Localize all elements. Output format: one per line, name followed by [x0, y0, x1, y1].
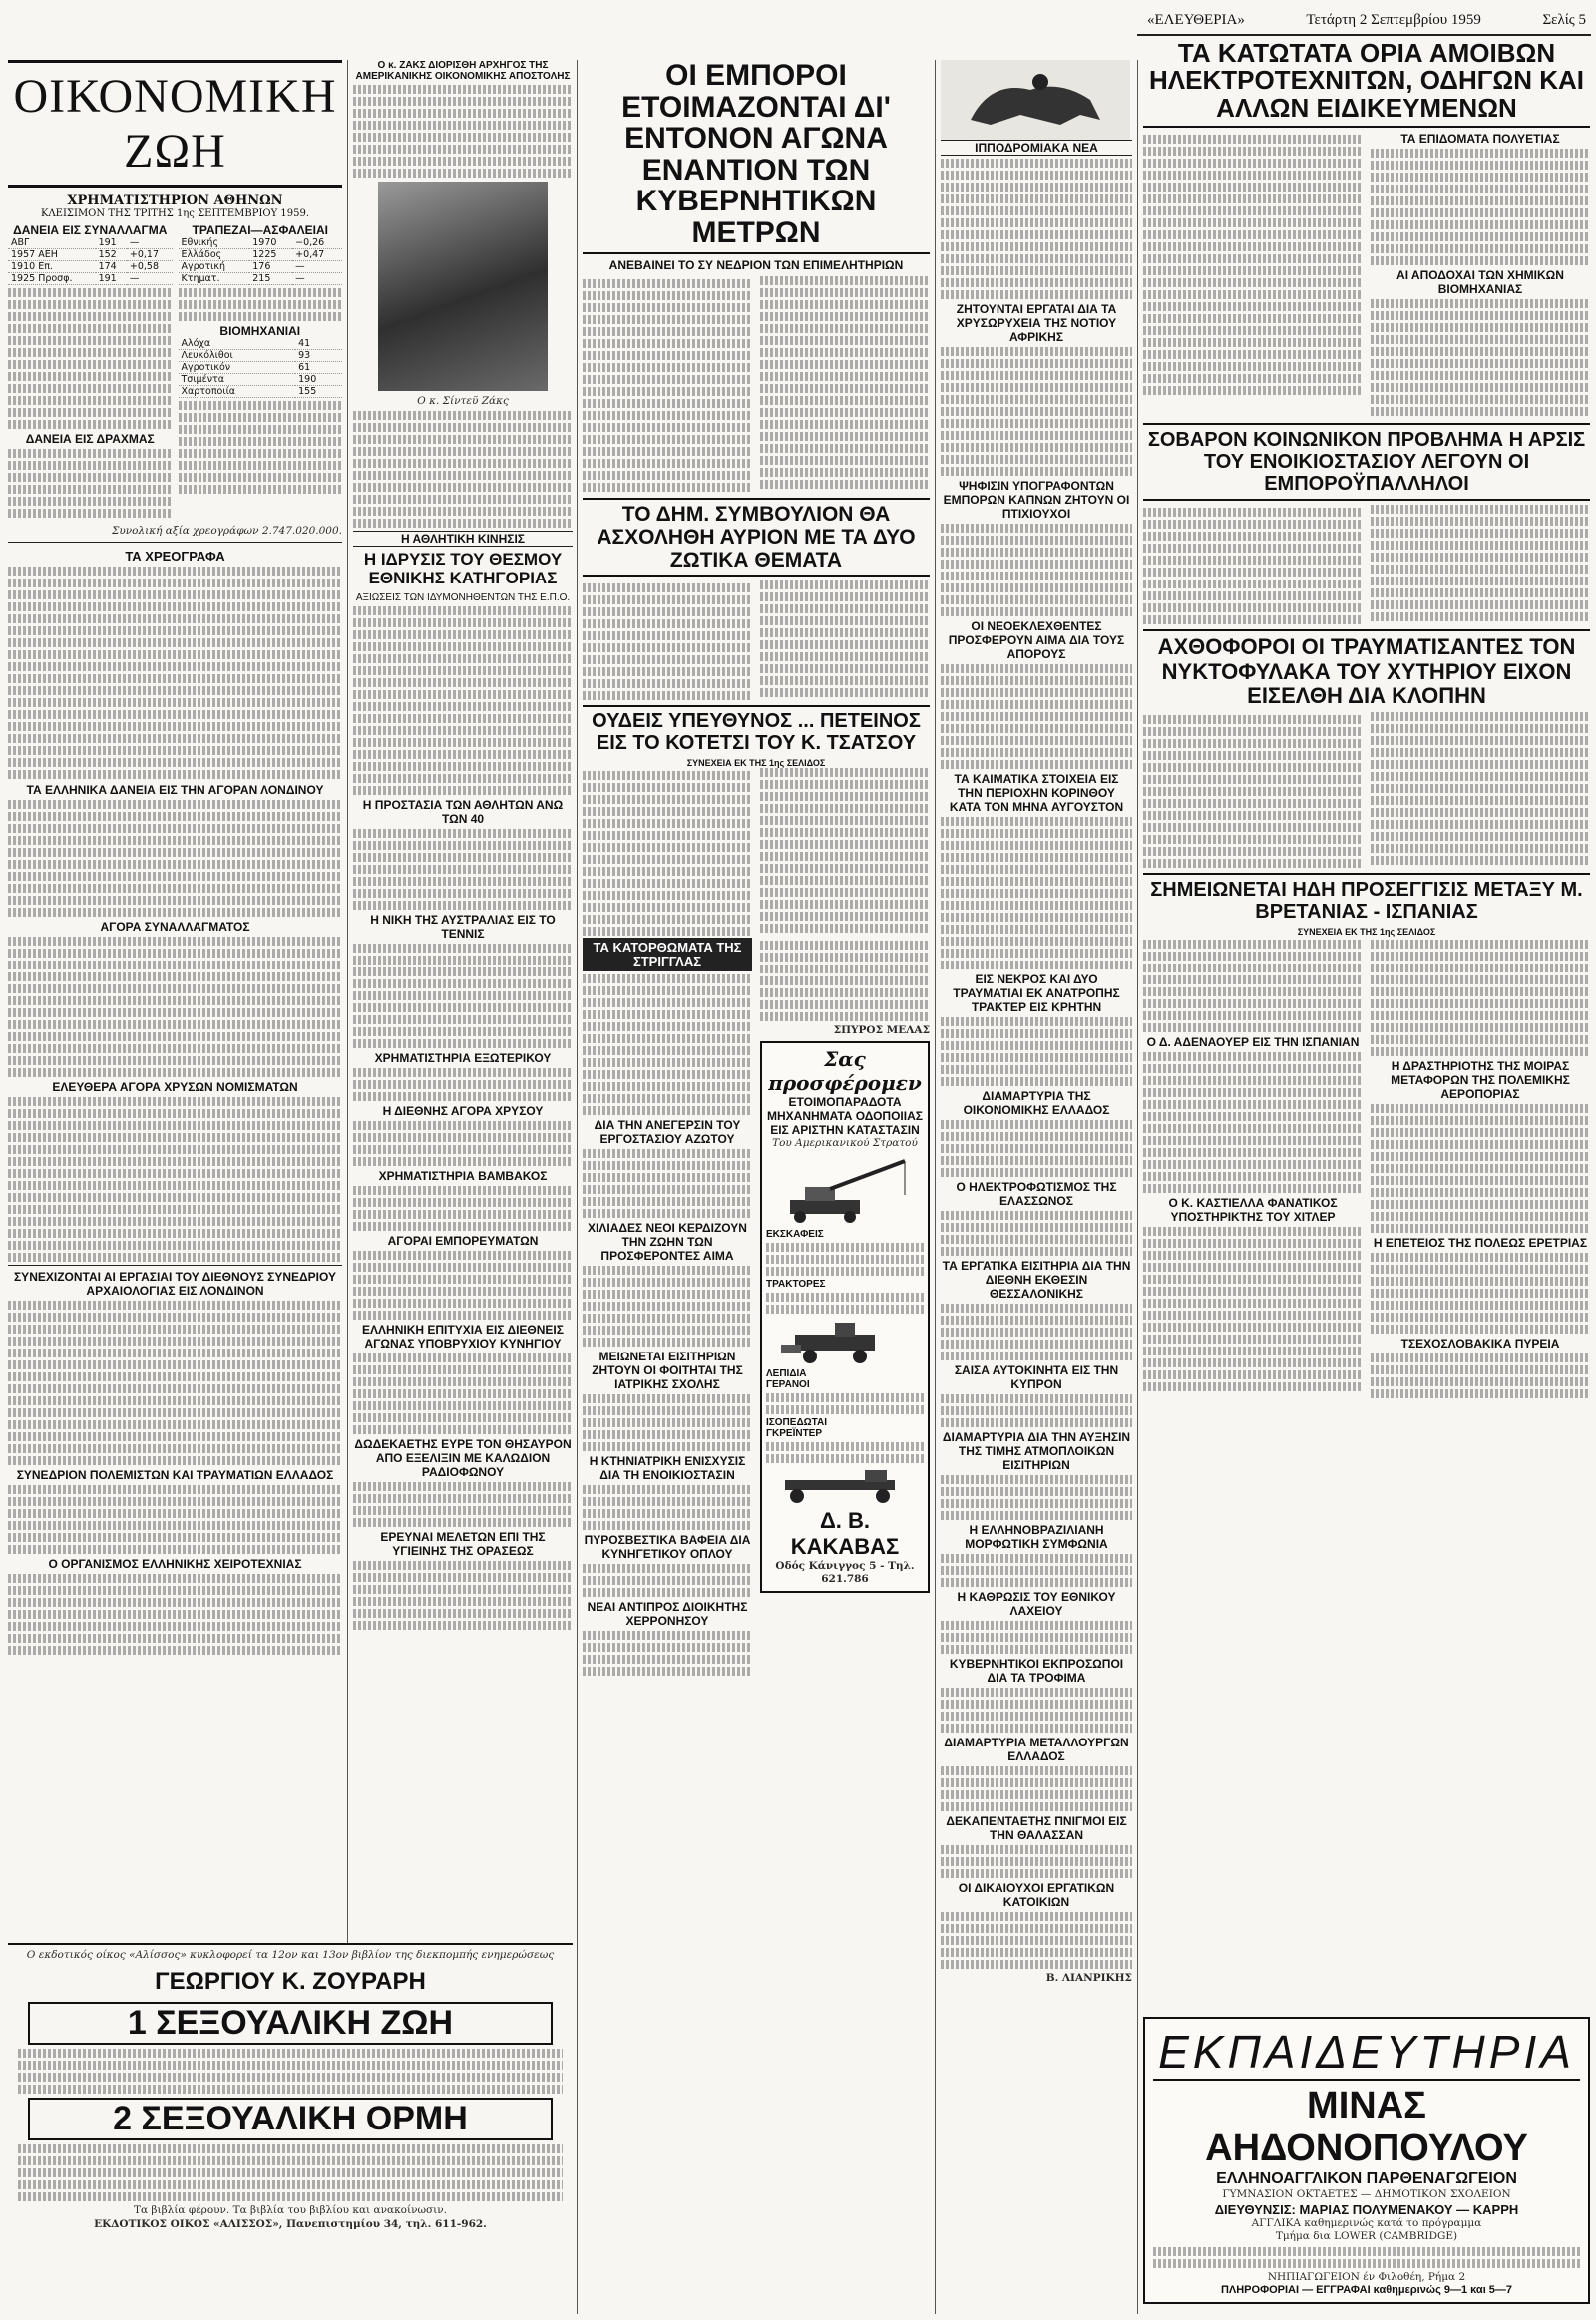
steam-title: ΔΙΑΜΑΡΤΥΡΙΑ ΔΙΑ ΤΗΝ ΑΥΞΗΣΙΝ ΤΗΣ ΤΙΜΗΣ ΑΤΜΟΠΛΟΙΚΩΝ ΕΙΣΙΤΗΡΙΩΝ — [942, 1430, 1131, 1472]
conference-title: ΣΥΝΕΧΙΖΟΝΤΑΙ ΑΙ ΕΡΓΑΣΙΑΙ ΤΟΥ ΔΙΕΘΝΟΥΣ ΣΥΝΕΔΡΙΟΥ ΑΡΧΑΙΟΛΟΓΙΑΣ ΕΙΣ ΛΟΝΔΙΝΟΝ — [13, 1270, 336, 1299]
loans-table — [8, 237, 173, 285]
school-banner: ΕΚΠΑΙΔΕΥΤΗΡΙΑ — [1153, 2025, 1580, 2081]
industries-title: ΒΙΟΜΗΧΑΝΙΑΙ — [219, 324, 301, 338]
fx-title: ΑΓΟΡΑ ΣΥΝΑΛΛΑΓΜΑΤΟΣ — [100, 920, 250, 935]
photo-caption: Ο κ. Σίντεϋ Ζάκς — [417, 395, 509, 407]
allowances-title: ΤΑ ΕΠΙΔΟΜΑΤΑ ΠΟΛΥΕΤΙΑΣ — [1400, 131, 1560, 146]
cotton-title: ΧΡΗΜΑΤΙΣΤΗΡΙΑ ΒΑΜΒΑΚΟΣ — [378, 1168, 548, 1183]
medical-title: ΜΕΙΩΝΕΤΑΙ ΕΙΣΙΤΗΡΙΩΝ ΖΗΤΟΥΝ ΟΙ ΦΟΙΤΗΤΑΙ ΤΗΣ ΙΑΤΡΙΚΗΣ ΣΧΟΛΗΣ — [592, 1350, 743, 1392]
rebuild-title: ΔΙΑ ΤΗΝ ΑΝΕΓΕΡΣΙΝ ΤΟΥ ΕΡΓΟΣΤΑΣΙΟΥ ΑΖΩΤΟΥ — [594, 1118, 741, 1147]
portrait-photo — [378, 182, 548, 391]
table-row: Κτηματ. 215 — — [179, 273, 343, 285]
ad-item: ΤΡΑΚΤΟΡΕΣ — [766, 1278, 826, 1290]
table-row: Ελλάδος 1225 +0,47 — [179, 249, 343, 261]
chemical-title: ΑΙ ΑΠΟΔΟΧΑΙ ΤΩΝ ΧΗΜΙΚΩΝ ΒΙΟΜΗΧΑΝΙΑΣ — [1396, 267, 1564, 296]
housing-headline: ΣΟΒΑΡΟΝ ΚΟΙΝΩΝΙΚΟΝ ΠΡΟΒΛΗΜΑ Η ΑΡΣΙΣ ΤΟΥ ΕΝΟΙΚΙΟΣΤΑΣΙΟΥ ΛΕΓΟΥΝ ΟΙ ΕΜΠΟΡΟΫΠΑΛΛΗΛΟΙ — [1143, 423, 1590, 501]
lottery-title: Η ΚΑΘΡΩΣΙΣ ΤΟΥ ΕΘΝΙΚΟΥ ΛΑΧΕΙΟΥ — [957, 1590, 1116, 1618]
ad-title: ΕΤΟΙΜΟΠΑΡΑΔΟΤΑ ΜΗΧΑΝΗΜΑΤΑ ΟΔΟΠΟΙΙΑΣ ΕΙΣ ΑΡΙΣΤΗΝ ΚΑΤΑΣΤΑΣΙΝ — [767, 1095, 923, 1138]
school-hours: ΠΛΗΡΟΦΟΡΙΑΙ — ΕΓΓΡΑΦΑΙ καθημερινώς 9—1 και 5—7 — [1220, 2284, 1513, 2296]
horse-race-illustration — [941, 60, 1130, 140]
school-advertisement — [1143, 2017, 1590, 2304]
studies-title: ΕΡΕΥΝΑΙ ΜΕΛΕΤΩΝ ΕΠΙ ΤΗΣ ΥΓΙΕΙΝΗΣ ΤΗΣ ΟΡΑΣΕΩΣ — [380, 1529, 546, 1558]
column-commerce — [583, 60, 930, 2314]
column-divider — [577, 60, 578, 2314]
school-director: ΔΙΕΥΘΥΝΣΙΣ: ΜΑΡΙΑΣ ΠΟΛΥΜΕΝΑΚΟΥ — ΚΑΡΡΗ — [1214, 2201, 1519, 2217]
veterans-title: ΣΥΝΕΔΡΙΟΝ ΠΟΛΕΜΙΣΤΩΝ ΚΑΙ ΤΡΑΥΜΑΤΙΩΝ ΕΛΛΑΔΟΣ — [16, 1468, 334, 1483]
table-row: Εθνικής 1970 −0,26 — [179, 237, 343, 249]
table-row: Τσιμέντα 190 — [179, 374, 343, 386]
strigglas-headline: ΤΑ ΚΑΤΟΡΘΩΜΑΤΑ ΤΗΣ ΣΤΡΙΓΓΛΑΣ — [583, 938, 752, 972]
ad-item: ΛΕΠΙΔΙΑ — [766, 1367, 807, 1379]
radio-title: ΔΩΔΕΚΑΕΤΗΣ ΕΥΡΕ ΤΟΝ ΘΗΣΑΥΡΟΝ ΑΠΟ ΕΞΕΛΙΞΙΝ ΜΕ ΚΑΛΩΔΙΟΝ ΡΑΔΙΟΦΩΝΟΥ — [354, 1436, 572, 1479]
metal-title: ΔΙΑΜΑΡΤΥΡΙΑ ΜΕΤΑΛΛΟΥΡΓΩΝ ΕΛΛΑΔΟΣ — [944, 1736, 1129, 1763]
wages-headline: ΤΑ ΚΑΤΩΤΑΤΑ ΟΡΙΑ ΑΜΟΙΒΩΝ ΗΛΕΚΤΡΟΤΕΧΝΙΤΩΝ, ΟΔΗΓΩΝ ΚΑΙ ΑΛΛΩΝ ΕΙΔΙΚΕΥΜΕΝΩΝ — [1143, 40, 1590, 128]
free-gold-title: ΕΛΕΥΘΕΡΑ ΑΓΟΡΑ ΧΡΥΣΩΝ ΝΟΜΙΣΜΑΤΩΝ — [52, 1080, 298, 1095]
table-row: 1925 Προσφ. 191 — — [8, 273, 173, 285]
column-sports — [353, 60, 573, 1935]
drowning-title: ΔΕΚΑΠΕΝΤΑΕΤΗΣ ΠΝΙΓΜΟΙ ΕΙΣ ΤΗΝ ΘΑΛΑΣΣΑΝ — [946, 1814, 1127, 1842]
commodities-title: ΑΓΟΡΑΙ ΕΜΠΟΡΕΥΜΑΤΩΝ — [387, 1233, 539, 1248]
table-row: Χαρτοποιία 155 — [179, 386, 343, 398]
table-row: ΑΒΓ 191 — — [8, 237, 173, 249]
fair-title: ΤΑ ΕΡΓΑΤΙΚΑ ΕΙΣΙΤΗΡΙΑ ΔΙΑ ΤΗΝ ΔΙΕΘΝΗ ΕΚΘΕΣΙΝ ΘΕΣΣΑΛΟΝΙΚΗΣ — [942, 1259, 1131, 1301]
school-address: ΝΗΠΙΑΓΩΓΕΙΟΝ έν Φιλοθέη, Ρήμα 2 — [1267, 2270, 1466, 2283]
column-divider — [935, 60, 936, 2314]
table-row: 1957 ΑΕΗ 152 +0,17 — [8, 249, 173, 261]
food-title: ΚΥΒΕΡΝΗΤΙΚΟΙ ΕΚΠΡΟΣΩΠΟΙ ΔΙΑ ΤΑ ΤΡΟΦΙΜΑ — [949, 1657, 1124, 1685]
protection-title: Η ΠΡΟΣΤΑΣΙΑ ΤΩΝ ΑΘΛΗΤΩΝ ΑΝΩ ΤΩΝ 40 — [362, 797, 564, 826]
foreign-loans-title: ΔΑΝΕΙΑ ΕΙΣ ΔΡΑΧΜΑΣ — [25, 432, 155, 446]
tsatsos-headline: ΟΥΔΕΙΣ ΥΠΕΥΘΥΝΟΣ ... ΠΕΤΕΙΝΟΣ ΕΙΣ ΤΟ ΚΟΤΕΤΣΙ ΤΟΥ Κ. ΤΣΑΤΣΟΥ — [583, 705, 930, 754]
school-certificate: Τμήμα δια LOWER (CAMBRIDGE) — [1275, 2230, 1458, 2243]
banks-table — [179, 237, 343, 285]
industries-table — [179, 338, 343, 398]
ad-item: ΙΣΟΠΕΔΩΤΑΙ — [766, 1416, 828, 1428]
exchange-title: ΧΡΗΜΑΤΙΣΤΗΡΙΟΝ ΑΘΗΝΩΝ — [67, 193, 283, 208]
ad-item: ΓΚΡΕΪΝΤΕΡ — [766, 1427, 823, 1439]
main-headline: ΟΙ ΕΜΠΟΡΟΙ ΕΤΟΙΜΑΖΟΝΤΑΙ ΔΙ' ΕΝΤΟΝΟΝ ΑΓΩΝΑ ΕΝΑΝΤΙΟΝ ΤΩΝ ΚΥΒΕΡΝΗΤΙΚΩΝ ΜΕΤΡΩΝ — [583, 60, 930, 254]
ad-company: Δ. Β. ΚΑΚΑΒΑΣ — [790, 1507, 900, 1559]
table-row: Αγροτική 176 — — [179, 261, 343, 273]
air-force-title: Η ΔΡΑΣΤΗΡΙΟΤΗΣ ΤΗΣ ΜΟΙΡΑΣ ΜΕΤΑΦΟΡΩΝ ΤΗΣ ΠΟΛΕΜΙΚΗΣ ΑΕΡΟΠΟΡΙΑΣ — [1391, 1059, 1570, 1102]
crane-illustration — [770, 1155, 920, 1225]
adenauer-title: Ο Δ. ΑΔΕΝΑΟΥΕΡ ΕΙΣ ΤΗΝ ΙΣΠΑΝΙΑΝ — [1146, 1035, 1360, 1050]
main-subhead: ΑΝΕΒΑΙΝΕΙ ΤΟ ΣΥ ΝΕΔΡΙΟΝ ΤΩΝ ΕΠΙΜΕΛΗΤΗΡΙΩΝ — [608, 258, 904, 272]
cars-title: ΣΑΙΣΑ ΑΥΤΟΚΙΝΗΤΑ ΕΙΣ ΤΗΝ ΚΥΠΡΟΝ — [954, 1363, 1119, 1391]
ad-subtitle: Του Αμερικανικού Στρατού — [772, 1137, 918, 1150]
sport-headline: Η ΙΔΡΥΣΙΣ ΤΟΥ ΘΕΣΜΟΥ ΕΘΝΙΚΗΣ ΚΑΤΗΓΟΡΙΑΣ — [363, 550, 563, 588]
table-row: Αλόχα 41 — [179, 338, 343, 350]
gas-title: ΠΥΡΟΣΒΕΣΤΙΚΑ ΒΑΦΕΙΑ ΔΙΑ ΚΥΝΗΓΕΤΙΚΟΥ ΟΠΛΟΥ — [584, 1533, 751, 1562]
protest-title: ΔΙΑΜΑΡΤΥΡΙΑ ΤΗΣ ΟΙΚΟΝΟΜΙΚΗΣ ΕΛΛΑΔΟΣ — [963, 1089, 1110, 1117]
tobacco-title: ΨΗΦΙΣΙΝ ΥΠΟΓΡΑΦΟΝΤΩΝ ΕΜΠΟΡΩΝ ΚΑΠΝΩΝ ΖΗΤΟΥΝ ΟΙ ΠΤΙΧΙΟΥΧΟΙ — [943, 479, 1130, 521]
ad-address: Οδός Κάνιγγος 5 - Τηλ. 621.786 — [775, 1559, 915, 1586]
column-news — [941, 60, 1132, 2314]
newspaper-name: «ΕΛΕΥΘΕΡΙΑ» — [1147, 12, 1245, 28]
guard-headline: ΑΧΘΟΦΟΡΟΙ ΟΙ ΤΡΑΥΜΑΤΙΣΑΝΤΕΣ ΤΟΝ ΝΥΚΤΟΦΥΛΑΚΑ ΤΟΥ ΧΥΤΗΡΙΟΥ ΕΙΧΟΝ ΕΙΣΕΛΘΗ ΔΙΑ ΚΛΟΠΗΝ — [1143, 629, 1590, 708]
table-row: Λευκόλιθοι 93 — [179, 350, 343, 362]
foreign-market-title: ΤΑ ΕΛΛΗΝΙΚΑ ΔΑΝΕΙΑ ΕΙΣ ΤΗΝ ΑΓΟΡΑΝ ΛΟΝΔΙΝΟΥ — [26, 783, 324, 798]
section-masthead: ΟΙΚΟΝΟΜΙΚΗ ΖΩΗ — [8, 60, 342, 188]
photo-headline: Ο κ. ΖΑΚΣ ΔΙΟΡΙΣΘΗ ΑΡΧΗΓΟΣ ΤΗΣ ΑΜΕΡΙΚΑΝΙΚΗΣ ΟΙΚΟΝΟΜΙΚΗΣ ΑΠΟΣΤΟΛΗΣ — [355, 60, 571, 82]
issue-date: Τετάρτη 2 Σεπτεμβρίου 1959 — [1306, 12, 1481, 28]
ad-slogan: Σας προσφέρομεν — [768, 1047, 922, 1096]
book-price: Τα βιβλία φέρουν. Τα βιβλία του βιβλίου και ανακοίνωσιν. — [133, 2204, 448, 2217]
page-number: Σελίς 5 — [1542, 12, 1586, 28]
loans-title: ΔΑΝΕΙΑ ΕΙΣ ΣΥΝΑΛΛΑΓΜΑ — [13, 223, 168, 237]
machinery-ad — [760, 1041, 930, 1592]
header-rule — [1137, 34, 1591, 36]
market-title: ΤΑ ΧΡΕΟΓΡΑΦΑ — [125, 549, 225, 565]
column-labor — [1143, 40, 1590, 2314]
continued-note-2: ΣΥΝΕΧΕΙΑ ΕΚ ΤΗΣ 1ης ΣΕΛΙΔΟΣ — [1297, 927, 1436, 938]
book-publisher: ΕΚΔΟΤΙΚΟΣ ΟΙΚΟΣ «ΑΛΙΣΣΟΣ», Πανεπιστημίου 34, τηλ. 611-962. — [94, 2217, 487, 2230]
spain-headline: ΣΗΜΕΙΩΝΕΤΑΙ ΗΔΗ ΠΡΟΣΕΓΓΙΣΙΣ ΜΕΤΑΞΥ Μ. ΒΡΕΤΑΝΙΑΣ - ΙΣΠΑΝΙΑΣ — [1143, 873, 1590, 923]
council-headline: ΤΟ ΔΗΜ. ΣΥΜΒΟΥΛΙΟΝ ΘΑ ΑΣΧΟΛΗΘΗ ΑΥΡΙΟΝ ΜΕ ΤΑ ΔΥΟ ΖΩΤΙΚΑ ΘΕΜΑΤΑ — [583, 498, 930, 577]
sport-section: Η ΑΘΛΗΤΙΚΗ ΚΙΝΗΣΙΣ — [353, 531, 573, 547]
success-title: ΕΛΛΗΝΙΚΗ ΕΠΙΤΥΧΙΑ ΕΙΣ ΔΙΕΘΝΕΙΣ ΑΓΩΝΑΣ ΥΠΟΒΡΥΧΙΟΥ ΚΥΝΗΓΙΟΥ — [362, 1322, 564, 1351]
book-title-2: 2 ΣΕΞΟΥΑΛΙΚΗ ΟΡΜΗ — [28, 2098, 553, 2140]
exchange-foreign-title: ΧΡΗΜΑΤΙΣΤΗΡΙΑ ΕΞΩΤΕΡΙΚΟΥ — [374, 1050, 552, 1065]
total-value: Συνολική αξία χρεογράφων 2.747.020.000. — [111, 525, 342, 537]
banks-title: ΤΡΑΠΕΖΑΙ—ΑΣΦΑΛΕΙΑΙ — [192, 223, 328, 237]
table-row: 1910 Επ. 174 +0,58 — [8, 261, 173, 273]
horse-race-title: ΙΠΠΟΔΡΟΜΙΑΚΑ ΝΕΑ — [941, 140, 1132, 156]
column-divider — [1137, 60, 1138, 2314]
eretria-title: Η ΕΠΕΤΕΙΟΣ ΤΗΣ ΠΟΛΕΩΣ ΕΡΕΤΡΙΑΣ — [1373, 1236, 1588, 1251]
housing-workers-title: ΟΙ ΔΙΚΑΙΟΥΧΟΙ ΕΡΓΑΤΙΚΩΝ ΚΑΤΟΙΚΙΩΝ — [958, 1881, 1115, 1909]
weather-title: ΤΑ ΚΑΙΜΑΤΙΚΑ ΣΤΟΙΧΕΙΑ ΕΙΣ ΤΗΝ ΠΕΡΙΟΧΗΝ ΚΟΡΙΝΘΟΥ ΚΑΤΑ ΤΟΝ ΜΗΝΑ ΑΥΓΟΥΣΤΟΝ — [949, 772, 1124, 814]
table-row: Αγροτικόν 61 — [179, 362, 343, 374]
grader-illustration — [775, 1466, 915, 1506]
blood-title: ΧΙΛΙΑΔΕΣ ΝΕΟΙ ΚΕΡΔΙΖΟΥΝ ΤΗΝ ΖΩΗΝ ΤΩΝ ΠΡΟΣΦΕΡΟΝΤΕΣ ΑΙΜΑ — [588, 1221, 747, 1264]
crafts-title: Ο ΟΡΓΑΝΙΣΜΟΣ ΕΛΛΗΝΙΚΗΣ ΧΕΙΡΟΤΕΧΝΙΑΣ — [48, 1557, 302, 1572]
book-author: ΓΕΩΡΓΙΟΥ Κ. ΖΟΥΡΑΡΗ — [155, 1968, 426, 1996]
page-header — [1147, 12, 1586, 29]
electric-title: Ο ΗΛΕΚΤΡΟΦΩΤΙΣΜΟΣ ΤΗΣ ΕΛΑΣΣΩΝΟΣ — [956, 1180, 1117, 1208]
author-signature: ΣΠΥΡΟΣ ΜΕΛΑΣ — [833, 1023, 930, 1036]
clinic-title: Η ΚΤΗΝΙΑΤΡΙΚΗ ΕΝΙΣΧΥΣΙΣ ΔΙΑ ΤΗ ΕΝΟΙΚΙΟΣΤΑΣΙΝ — [589, 1454, 746, 1483]
gold-market-title: Η ΔΙΕΘΝΗΣ ΑΓΟΡΑ ΧΡΥΣΟΥ — [382, 1103, 544, 1118]
fires-title: ΤΣΕΧΟΣΛΟΒΑΚΙΚΑ ΠΥΡΕΙΑ — [1400, 1337, 1560, 1352]
sport-subhead: ΑΞΙΩΣΕΙΣ ΤΩΝ ΙΔΥΜΟΝΗΘΕΝΤΩΝ ΤΗΣ Ε.Π.Ο. — [355, 591, 571, 603]
school-type: ΕΛΛΗΝΟΑΓΓΛΙΚΟΝ ΠΑΡΘΕΝΑΓΩΓΕΙΟΝ — [1216, 2170, 1517, 2188]
diplomatic-title: Η ΕΛΛΗΝΟΒΡΑΖΙΛΙΑΝΗ ΜΟΡΦΩΤΙΚΗ ΣΥΜΦΩΝΙΑ — [965, 1523, 1108, 1551]
book-ad-intro: Ο εκδοτικός οίκος «Αλίσσος» κυκλοφορεί τα 12ον και 13ον βιβλίον της διεκπομπής ενημερώσεως — [26, 1949, 555, 1961]
school-name: ΜΙΝΑΣ ΑΗΔΟΝΟΠΟΥΛΟΥ — [1205, 2085, 1528, 2170]
continued-note: ΣΥΝΕΧΕΙΑ ΕΚ ΤΗΣ 1ης ΣΕΛΙΔΟΣ — [686, 758, 826, 769]
ad-item: ΓΕΡΑΝΟΙ — [766, 1378, 810, 1390]
blood-donation-title: ΟΙ ΝΕΟΕΚΛΕΧΘΕΝΤΕΣ ΠΡΟΣΦΕΡΟΥΝ ΑΙΜΑ ΔΙΑ ΤΟΥΣ ΑΠΟΡΟΥΣ — [948, 619, 1125, 661]
column-signature: Β. ΛΙΑΝΡΙΚΗΣ — [1045, 1972, 1132, 1984]
ad-item: ΕΚΣΚΑΦΕΙΣ — [766, 1228, 824, 1240]
school-note: ΑΓΓΛΙΚΑ καθημερινώς κατά το πρόγραμμα — [1251, 2216, 1482, 2229]
australia-title: Η ΝΙΚΗ ΤΗΣ ΑΥΣΤΡΑΛΙΑΣ ΕΙΣ ΤΟ ΤΕΝΝΙΣ — [370, 912, 556, 941]
book-title-1: 1 ΣΕΞΟΥΑΛΙΚΗ ΖΩΗ — [28, 2002, 553, 2045]
book-advertisement — [8, 1943, 573, 2314]
hydraulics-title: ΝΕΑΙ ΑΝΤΙΠΡΟΣ ΔΙΟΙΚΗΤΗΣ ΧΕΡΡΟΝΗΣΟΥ — [587, 1600, 748, 1629]
closing-title: ΚΛΕΙΣΙΜΟΝ ΤΗΣ ΤΡΙΤΗΣ 1ης ΣΕΠΤΕΜΒΡΙΟΥ 1959. — [40, 208, 310, 219]
farm-accident-title: ΕΙΣ ΝΕΚΡΟΣ ΚΑΙ ΔΥΟ ΤΡΑΥΜΑΤΙΑΙ ΕΚ ΑΝΑΤΡΟΠΗΣ ΤΡΑΚΤΕΡ ΕΙΣ ΚΡΗΤΗΝ — [953, 972, 1120, 1014]
school-subtitle: ΓΥΜΝΑΣΙΟΝ ΟΚΤΑΕΤΕΣ — ΔΗΜΟΤΙΚΟΝ ΣΧΟΛΕΙΟΝ — [1222, 2188, 1511, 2201]
tractor-illustration — [775, 1317, 915, 1366]
hitler-title: Ο Κ. ΚΑΣΤΙΕΛΛΑ ΦΑΝΑΤΙΚΟΣ ΥΠΟΣΤΗΡΙΚΤΗΣ ΤΟΥ ΧΙΤΛΕΡ — [1168, 1196, 1338, 1225]
workers-africa-title: ΖΗΤΟΥΝΤΑΙ ΕΡΓΑΤΑΙ ΔΙΑ ΤΑ ΧΡΥΣΩΡΥΧΕΙΑ ΤΗΣ ΝΟΤΙΟΥ ΑΦΡΙΚΗΣ — [956, 302, 1117, 344]
